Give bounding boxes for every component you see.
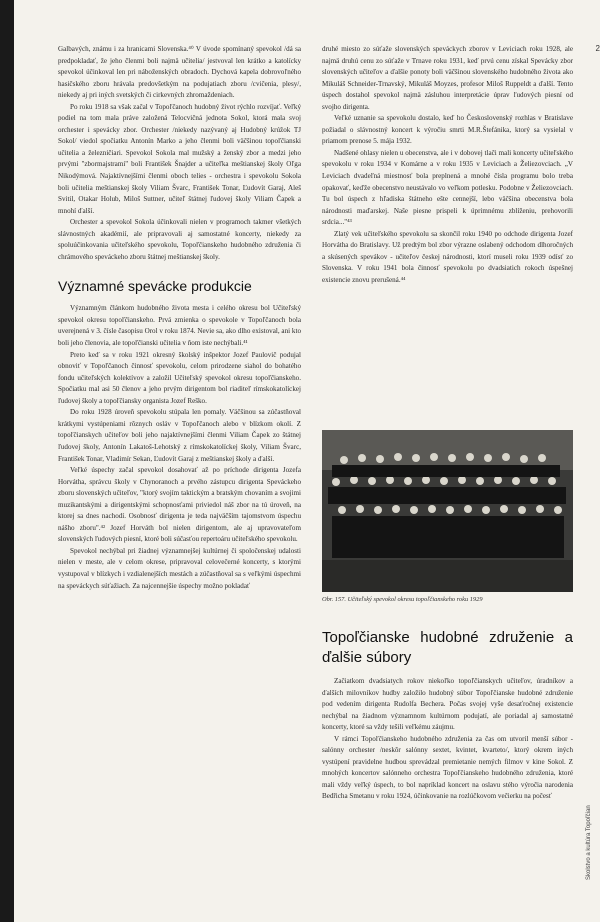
page-number: 2	[595, 44, 600, 53]
paragraph: Galbavých, známu i za hranicami Slovenska.⁴⁰ V úvode spomínaný spevokol /dá sa predpokladať, že jeho členmi boli najmä učitelia/ jestvoval len krátko a katolícky spevokol účinkoval len pri náboženských obradoch. Dychová kapela dobrovoľného hasičského zboru hrávala predovšetkým na podujatiach zboru /cvičenia, plesy/, niekedy aj pri iných svetských či cirkevných zhromaždeniach.	[58, 45, 301, 100]
paragraph: Zlatý vek učiteľského spevokolu sa skončil roku 1940 po odchode dirigenta Jozef Horvátha do Bratislavy. Už predtým bol zbor výrazne oslabený odchodom dlhoročných a skúsených spevákov - učiteľov českej národnosti, ktorí museli roku 1939 odísť zo Slovenska. V roku 1941 bola činnosť spevokolu po dvadsiatich rokoch úspešnej existencie znovu prerušená.⁴⁴	[322, 229, 573, 284]
photo-caption: Obr. 157. Učiteľský spevokol okresu topoľčianskeho roku 1929	[322, 596, 483, 603]
right-column-top	[322, 44, 573, 286]
side-label: Školstvo a kultúra Topoľčian	[586, 805, 592, 880]
paragraph: Nadšené ohlasy nielen u obecenstva, ale i v dobovej tlači mali koncerty učiteľského spevokolu v roku 1934 v Komárne a v roku 1935 v Leviciach a Želiezovciach. „V Leviciach dvadeľná miestnosť bola preplnená a mnohé čísla programu bolo treba opakovať, keďže obecenstvo neustávalo vo veľkom potlesku. Podobne v Želiezovciach. Tu bol úspech z hľadiska štátneho ešte cennejší, lebo väčšina obecenstva bola národnosti maďarskej. Naše piesne prispeli k úprimnému zblíženiu, prehovorili srdcia..."⁴³	[322, 148, 573, 227]
choir-photo-image	[322, 430, 573, 592]
book-page	[14, 0, 600, 922]
paragraph: druhé miesto zo súťaže slovenských speváckych zborov v Leviciach roku 1928, ale najmä druhú cenu zo súťaže v Trnave roku 1931, keď prvú cenu získal Spevácky zbor slovenských učiteľov a ďalšie ponoty boli väčšinou slovenského hudobného života ako Mikuláš Schneider-Trnavský, Mikuláš Moyzes, profesor Miloš Ruppeldt a ďalší. Tento úspech dostahol spevokol najmä zásluhou interpretácie úprav ľudových piesní od svojho dirigenta.	[322, 45, 573, 111]
section-heading: Významné spevácke produkcie	[58, 278, 252, 295]
paragraph: Veľké úspechy začal spevokol dosahovať až po príchode dirigenta Jozefa Horvátha, správcu školy v Chynoranoch a prvého zástupcu dirigenta Speváckeho zboru slovenských učiteľov, "ktorý svojím taktickým a bratským chovaním a svojimi muzikantskými a dirigentskými schopnosťami priviedol náš zbor na tú úroveň, na ktorej sa dnes nachodí. Osobnosť dirigenta je teda najväčším tajomstvom úspechu nášho zboru".⁴² Jozef Horváth bol nielen dirigentom, ale aj upravovateľom slovenských ľudových piesní, ktoré boli súčasťou repertoáru učiteľského spevokolu.	[58, 466, 301, 544]
left-column	[58, 44, 301, 592]
right-column-bottom	[322, 628, 573, 803]
paragraph: Orchester a spevokol Sokola účinkovali nielen v programoch takmer všetkých slávnostných akadémií, ale pripravovali aj samostatné koncerty, niekedy za spoluúčinkovania učiteľského spevokolu, Topoľčianskeho hudobného združenia či chrámového speváckeho zboru štátnej meštianskej školy.	[58, 218, 301, 261]
paragraph: V rámci Topoľčianskeho hudobného združenia za čas om utvoril menší súbor - salónny orchester /neskôr salónny sextet, kvintet, kvarteto/, ktorý okrem iných vystúpení pravidelne hudbou sprevádzal premietanie nemých filmov v kine Sokol. Z mnohých koncertov salónneho orchestra Topoľčianskeho hudobného združenia, ktoré mali vždy veľký úspech, to bol napríklad koncert na oslavu stého výročia narodenia Bedřicha Smetanu v roku 1924, účinkovanie na rozlúčkovom večierku na počesť	[322, 734, 573, 801]
paragraph: Začiatkom dvadsiatych rokov niekoľko topoľčianskych učiteľov, úradníkov a ďalších milovníkov hudby založilo hudobný súbor Topoľčianske hudobné združenie pod vedením dirigenta Rudolfa Bechera. Počas svojej vyše desaťročnej existencie nechýbal na žiadnom významnom kultúrnom podujatí, ale poriadal aj samostatné koncerty, ktoré sa vždy tešili veľkému záujmu.	[322, 677, 573, 732]
section-heading: Topoľčianske hudobné združenie a ďalšie súbory	[322, 629, 573, 666]
group-photo	[322, 430, 573, 592]
paragraph: Preto keď sa v roku 1921 okresný školský inšpektor Jozef Paulovič podujal obnoviť v Topoľčanoch činnosť spevokolu, celom prirodzene siahol do bohatého fondu učiteľských kolektívov a založil Učiteľský spevokol okresu topoľčianskeho. Spočiatku mal asi 50 členov a jeho prvým dirigentom bol riaditeľ rímskokatolíckej ľudovej školy a topoľčiansky organista Jozef Reško.	[58, 350, 301, 405]
paragraph: Do roku 1928 úroveň spevokolu stúpala len pomaly. Väčšinou sa zúčastňoval krátkymi vystúpeniami rôznych osláv v Topoľčanoch alebo v blízkom okolí. Z topoľčianskych učiteľov boli jeho najaktívnejšími členmi Viliam Čapek zo štátnej ľudovej školy, Antonín Lakatoš-Lehotský z rímskokatolíckej školy, Viliam Švarc, František Tonar, Vladimír Sekan, Ľudovít Garaj z meštianskej školy a ďalší.	[58, 408, 301, 463]
paragraph: Spevokol nechýbal pri žiadnej významnejšej kultúrnej či spoločenskej udalosti nielen v meste, ale v celom okrese, pripravoval celovečerné koncerty, s ktorými vystupoval v blízkych i vzdialenejších mestách a zúčastňoval sa s veľkými úspechmi na speváckych súťažiach. Za najcennejšie úspechy možno pokladať	[58, 546, 301, 590]
paragraph: Významným článkom hudobného života mesta i celého okresu bol Učiteľský spevokol okresu topoľčianskeho. Prvá zmienka o spevokole v Topoľčanoch bola uverejnená v 3. čísle časopisu Orol v roku 1874. Nevie sa, ako dlho existoval, ani kto boli jeho členovia, ale topoľčianski učitelia v ňom iste nechýbali.⁴¹	[58, 304, 301, 348]
paragraph: Veľké uznanie sa spevokolu dostalo, keď ho Československý rozhlas v Bratislave požiadal o slávnostný koncert k výročiu smrti M.R.Štefánika, ktorý sa vysielal v priamom prenose 5. mája 1932.	[322, 114, 573, 146]
paragraph: Po roku 1918 sa však začal v Topoľčanoch hudobný život rýchlo rozvíjať. Veľký podiel na tom mala práve založená Telocvičná jednota Sokol, ktorá mala svoj orchester i spevácky zbor. Orchester /niekedy nazývaný aj Hudobný krúžok TJ Sokol/ viedol spočiatku Antonín Marko a jeho členmi boli väčšinou topoľčianski učitelia a železničiari. Spevokol Sokola mal mužský a ženský zbor a medzi jeho prvými "zbormajstrami" boli František Šnajder a učiteľka meštianskej školy Oľga Nikodýmová. Najaktívnejšími členmi oboch telies - orchestra i spevokolu Sokola boli učitelia meštianskej školy Viliam Švarc, František Tonar, Ľudovít Garaj, Aleš Svitil, Otakar Holub, Miloš Suttner, učiteľ štátnej ľudovej školy Viliam Čapek a mnohí ďalší.	[58, 102, 301, 215]
